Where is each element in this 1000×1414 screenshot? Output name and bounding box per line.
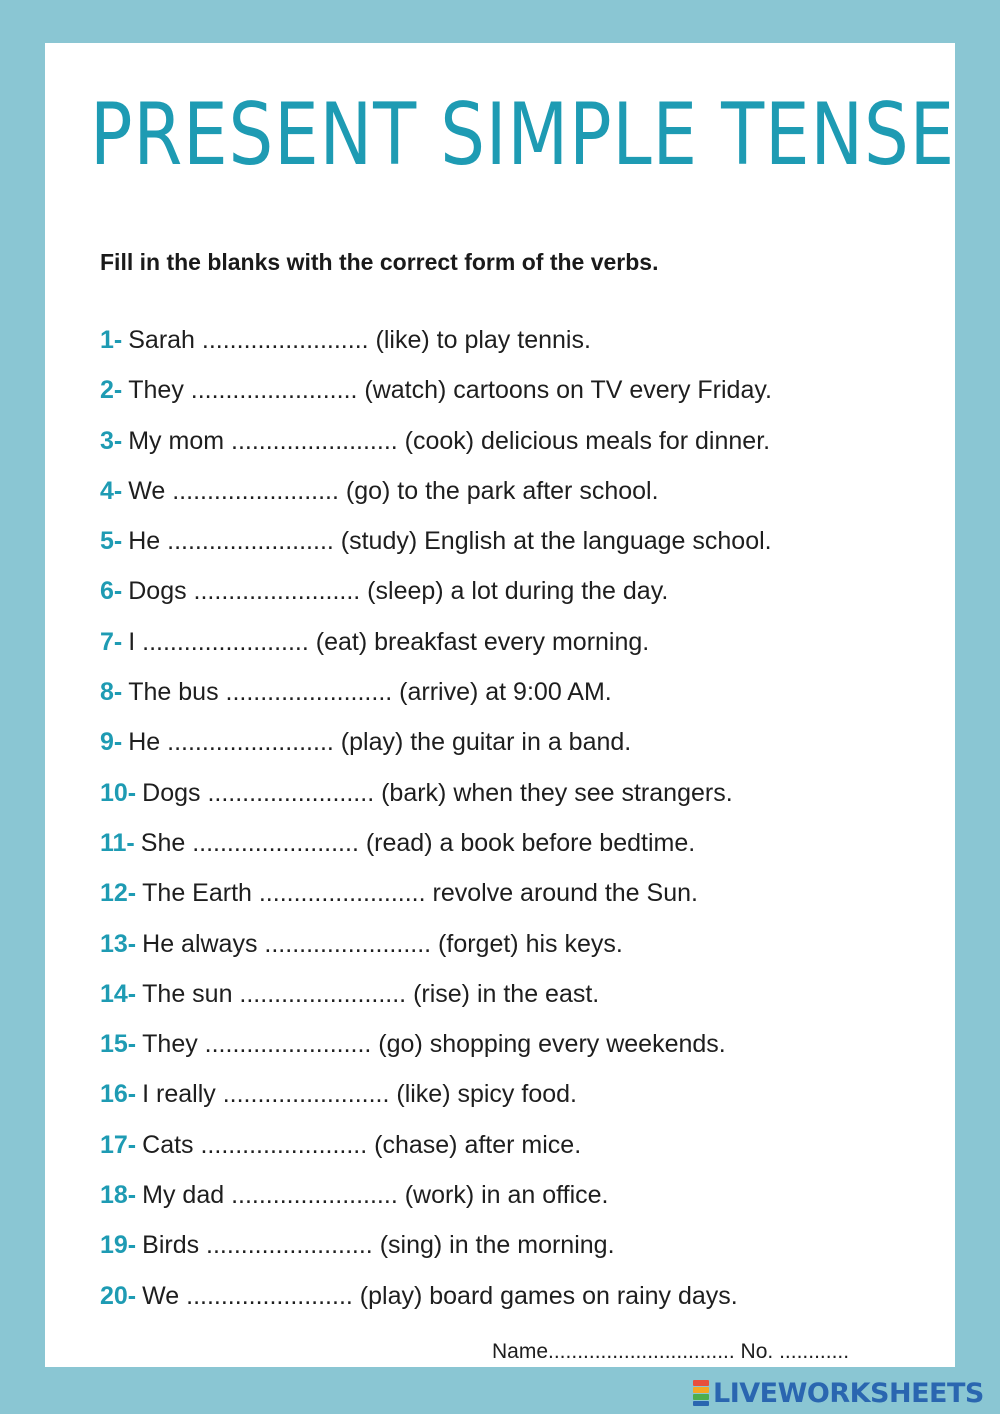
question-number: 18-	[100, 1181, 137, 1210]
question-list	[100, 322, 772, 1328]
question-item	[100, 875, 772, 925]
question-number: 17-	[100, 1130, 137, 1159]
question-item	[100, 573, 772, 623]
question-number: 12-	[100, 879, 137, 908]
question-item	[100, 372, 772, 422]
question-text: The bus ........................ (arrive) at 9:00 AM.	[128, 678, 612, 707]
question-item	[100, 624, 772, 674]
question-item	[100, 1227, 772, 1277]
question-text: They ........................ (go) shopping every weekends.	[142, 1030, 726, 1059]
liveworksheets-brand	[693, 1376, 984, 1410]
question-text: Birds ........................ (sing) in the morning.	[142, 1231, 615, 1260]
question-number: 14-	[100, 979, 137, 1008]
question-item	[100, 322, 772, 372]
question-number: 9-	[100, 728, 123, 757]
question-number: 10-	[100, 778, 137, 807]
question-item	[100, 1076, 772, 1126]
question-number: 13-	[100, 929, 137, 958]
question-text: Dogs ........................ (sleep) a lot during the day.	[128, 577, 669, 606]
question-text: My dad ........................ (work) in an office.	[142, 1181, 609, 1210]
question-text: We ........................ (go) to the park after school.	[128, 476, 659, 505]
question-number: 1-	[100, 326, 123, 354]
question-item	[100, 473, 772, 523]
question-number: 15-	[100, 1030, 137, 1059]
question-number: 8-	[100, 678, 123, 707]
question-item	[100, 724, 772, 774]
question-number: 2-	[100, 376, 123, 405]
question-text: Sarah ........................ (like) to play tennis.	[128, 326, 591, 354]
liveworksheets-logo-icon	[693, 1380, 709, 1406]
question-number: 6-	[100, 577, 123, 606]
question-text: They ........................ (watch) cartoons on TV every Friday.	[128, 376, 772, 405]
question-item	[100, 523, 772, 573]
question-item	[100, 1127, 772, 1177]
question-number: 4-	[100, 476, 123, 505]
question-number: 5-	[100, 527, 123, 556]
question-item	[100, 775, 772, 825]
question-number: 19-	[100, 1231, 137, 1260]
question-text: We ........................ (play) board games on rainy days.	[142, 1281, 738, 1310]
brand-name: LIVEWORKSHEETS	[713, 1377, 984, 1409]
page-title: PRESENT SIMPLE TENSE	[90, 85, 955, 185]
question-number: 11-	[100, 828, 135, 857]
question-text: Cats ........................ (chase) after mice.	[142, 1130, 582, 1159]
question-text: He always ........................ (forget) his keys.	[142, 929, 623, 958]
question-item	[100, 1026, 772, 1076]
question-text: He ........................ (study) English at the language school.	[128, 527, 772, 556]
question-item	[100, 825, 772, 875]
question-item	[100, 926, 772, 976]
question-number: 3-	[100, 426, 123, 455]
question-text: The Earth ........................ revolve around the Sun.	[142, 879, 698, 908]
question-number: 16-	[100, 1080, 137, 1109]
question-item	[100, 674, 772, 724]
question-number: 20-	[100, 1281, 137, 1310]
question-text: I ........................ (eat) breakfast every morning.	[128, 627, 650, 656]
question-item	[100, 976, 772, 1026]
question-text: My mom ........................ (cook) delicious meals for dinner.	[128, 426, 771, 455]
question-text: She ........................ (read) a book before bedtime.	[140, 828, 696, 857]
question-text: The sun ........................ (rise) in the east.	[142, 979, 600, 1008]
question-number: 7-	[100, 627, 123, 656]
question-item	[100, 1278, 772, 1328]
name-number-field: Name................................ No. ............	[492, 1340, 850, 1363]
question-text: I really ........................ (like) spicy food.	[142, 1080, 577, 1109]
question-item	[100, 423, 772, 473]
question-text: Dogs ........................ (bark) when they see strangers.	[142, 778, 733, 807]
question-text: He ........................ (play) the guitar in a band.	[128, 728, 632, 757]
question-item	[100, 1177, 772, 1227]
instructions-text: Fill in the blanks with the correct form of the verbs.	[100, 249, 659, 275]
